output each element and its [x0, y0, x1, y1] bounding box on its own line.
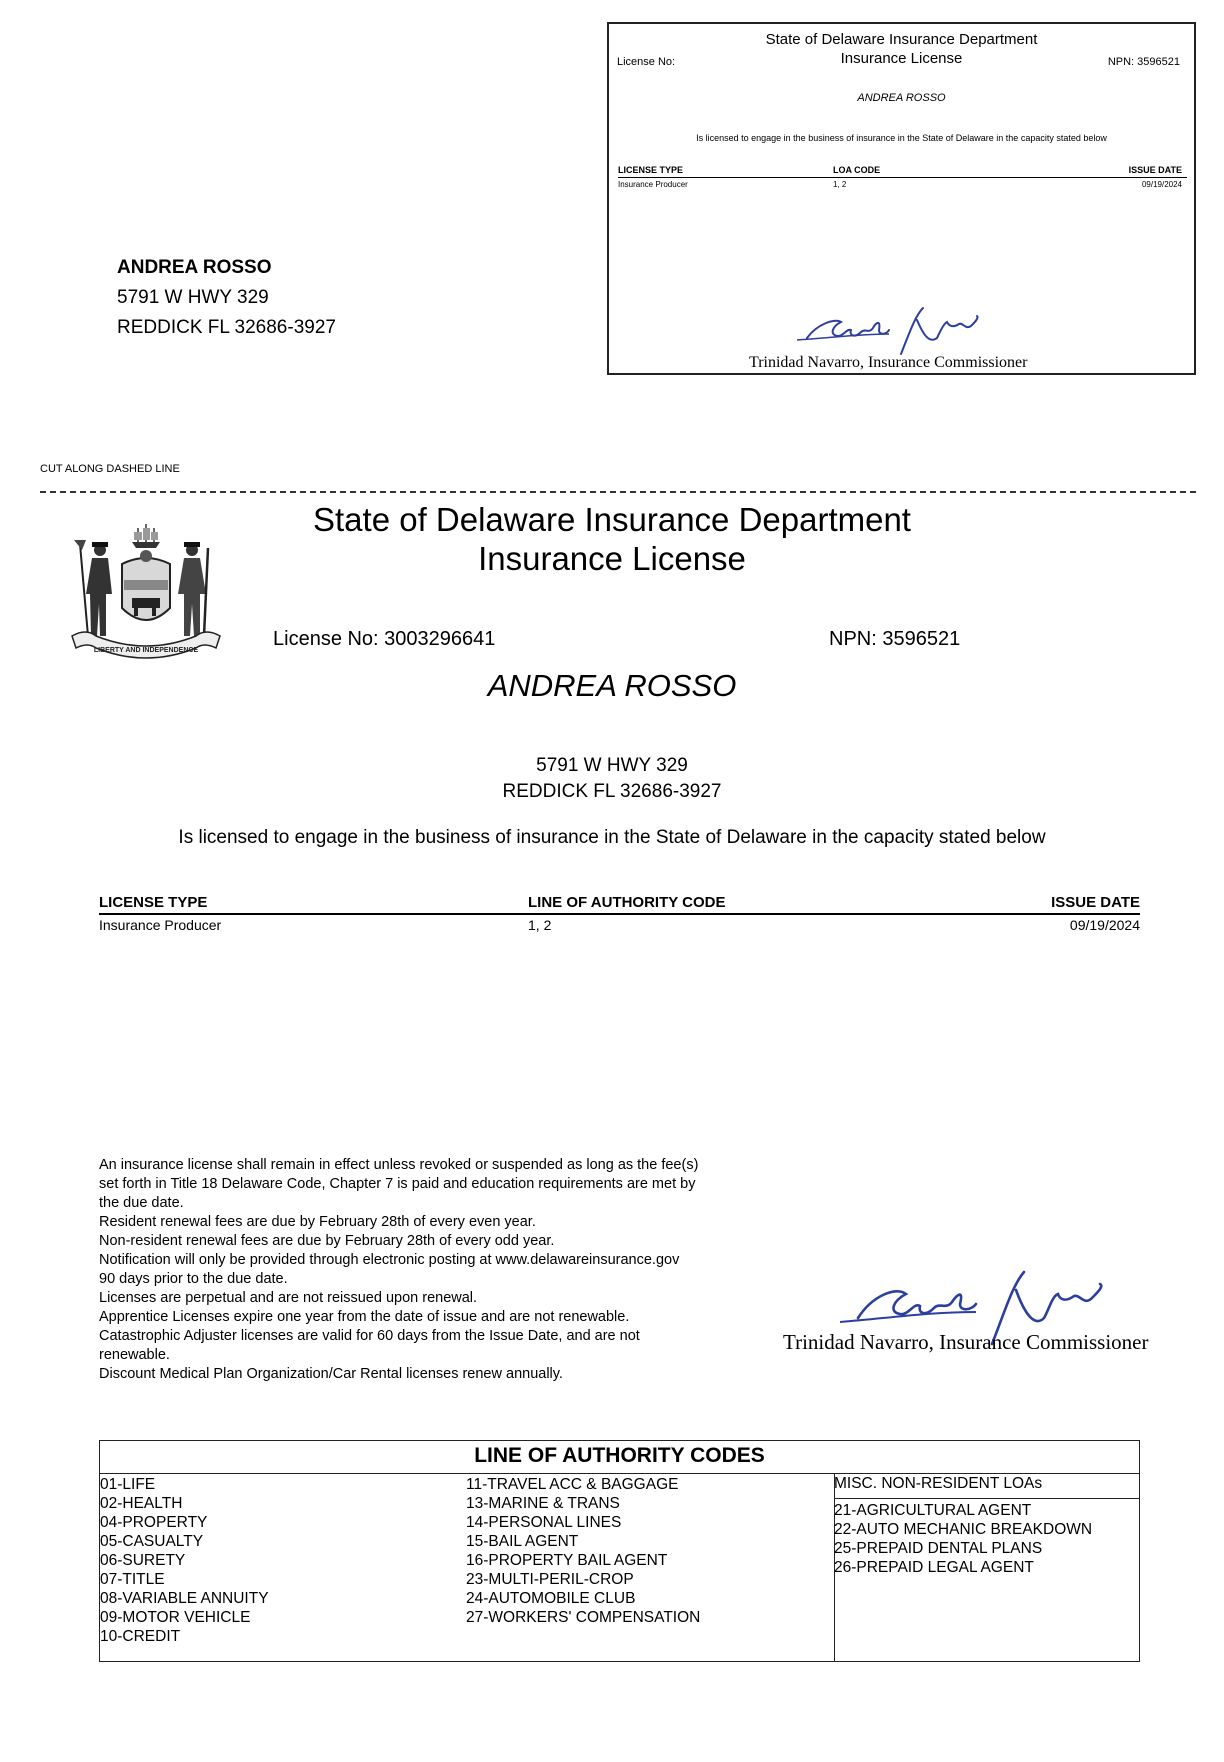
mailing-street: 5791 W HWY 329 [117, 287, 269, 308]
wallet-license-type: Insurance Producer [618, 180, 688, 189]
note-line: the due date. [99, 1195, 184, 1211]
loa-title-rule [100, 1473, 1139, 1474]
wallet-issue-date: 09/19/2024 [1141, 180, 1182, 189]
renewal-notes [99, 1156, 779, 1384]
loa-code: 07-TITLE [100, 1571, 165, 1588]
note-line: renewable. [99, 1347, 170, 1363]
cert-header-rule [99, 913, 1140, 915]
cert-header-issue-date: ISSUE DATE [1051, 894, 1140, 911]
wallet-signature-caption: Trinidad Navarro, Insurance Commissioner [749, 354, 1028, 371]
loa-code: 06-SURETY [100, 1552, 186, 1569]
loa-codes-table [99, 1440, 1140, 1662]
cert-city-line: REDDICK FL 32686-3927 [502, 781, 722, 802]
loa-code: 01-LIFE [100, 1476, 156, 1493]
cut-line [40, 491, 1196, 493]
loa-misc-rule [834, 1498, 1139, 1499]
cert-header-loa-code: LINE OF AUTHORITY CODE [528, 894, 726, 911]
note-line: set forth in Title 18 Delaware Code, Chapter 7 is paid and education requirements are met by [99, 1176, 696, 1192]
loa-code: 27-WORKERS' COMPENSATION [466, 1609, 701, 1626]
loa-code: 02-HEALTH [100, 1495, 183, 1512]
wallet-header-issue-date: ISSUE DATE [1128, 165, 1182, 175]
note-line: An insurance license shall remain in effect unless revoked or suspended as long as the fee(s) [99, 1157, 699, 1173]
note-line: Discount Medical Plan Organization/Car Rental licenses renew annually. [99, 1366, 563, 1382]
mailing-city-line: REDDICK FL 32686-3927 [117, 317, 336, 338]
wallet-header-license-type: LICENSE TYPE [618, 165, 684, 175]
cert-street: 5791 W HWY 329 [536, 755, 688, 776]
mailing-name: ANDREA ROSSO [117, 257, 272, 278]
seal-motto: LIBERTY AND INDEPENDENCE [93, 647, 199, 654]
note-line: Licenses are perpetual and are not reissued upon renewal. [99, 1290, 478, 1306]
cert-license-type: Insurance Producer [99, 917, 222, 933]
loa-code: 21-AGRICULTURAL AGENT [834, 1502, 1032, 1519]
loa-code: 24-AUTOMOBILE CLUB [466, 1590, 636, 1607]
loa-column-1 [100, 1475, 269, 1646]
wallet-npn: NPN: 3596521 [1107, 56, 1180, 68]
cert-issue-date: 09/19/2024 [1069, 917, 1140, 933]
wallet-license-no-label: License No: [617, 56, 676, 68]
wallet-loa-code: 1, 2 [833, 180, 847, 189]
cert-statement: Is licensed to engage in the business of insurance in the State of Delaware in the capacity stated below [178, 827, 1046, 848]
loa-code: 09-MOTOR VEHICLE [100, 1609, 251, 1626]
loa-code: 22-AUTO MECHANIC BREAKDOWN [834, 1521, 1093, 1538]
note-line: Notification will only be provided through electronic posting at www.delawareinsurance.gov [99, 1252, 680, 1268]
note-line: Resident renewal fees are due by February 28th of every even year. [99, 1214, 536, 1230]
loa-code: 25-PREPAID DENTAL PLANS [834, 1540, 1043, 1557]
cert-loa-code: 1, 2 [528, 917, 552, 933]
note-line: Apprentice Licenses expire one year from the date of issue and are not renewable. [99, 1309, 630, 1325]
wallet-dept-title: State of Delaware Insurance Department [765, 31, 1038, 48]
loa-misc-title: MISC. NON-RESIDENT LOAs [834, 1475, 1043, 1492]
loa-code: 14-PERSONAL LINES [466, 1514, 622, 1531]
loa-table-title: LINE OF AUTHORITY CODES [474, 1444, 765, 1467]
loa-code: 04-PROPERTY [100, 1514, 208, 1531]
loa-code: 23-MULTI-PERIL-CROP [466, 1571, 634, 1588]
cut-label: CUT ALONG DASHED LINE [40, 463, 180, 475]
wallet-header-rule [618, 177, 1187, 178]
commissioner-signature-caption: Trinidad Navarro, Insurance Commissioner [783, 1330, 1149, 1354]
loa-code: 11-TRAVEL ACC & BAGGAGE [466, 1476, 679, 1493]
loa-code: 13-MARINE & TRANS [466, 1495, 620, 1512]
wallet-card [607, 22, 1196, 375]
cert-license-no: License No: 3003296641 [273, 628, 496, 650]
wallet-header-loa-code: LOA CODE [833, 165, 881, 175]
wallet-license-title: Insurance License [840, 50, 963, 67]
loa-code: 08-VARIABLE ANNUITY [100, 1590, 269, 1607]
wallet-statement: Is licensed to engage in the business of insurance in the State of Delaware in the capacity stated below [696, 133, 1107, 143]
cert-header-license-type: LICENSE TYPE [99, 894, 208, 911]
loa-code: 15-BAIL AGENT [466, 1533, 579, 1550]
loa-code: 26-PREPAID LEGAL AGENT [834, 1559, 1034, 1576]
loa-column-3 [834, 1501, 1092, 1577]
note-line: Non-resident renewal fees are due by February 28th of every odd year. [99, 1233, 555, 1249]
loa-code: 16-PROPERTY BAIL AGENT [466, 1552, 668, 1569]
wallet-name: ANDREA ROSSO [857, 92, 946, 104]
cert-license-title: Insurance License [478, 540, 746, 577]
loa-code: 10-CREDIT [100, 1628, 181, 1645]
loa-column-2 [466, 1475, 700, 1627]
cert-npn: NPN: 3596521 [829, 628, 961, 650]
loa-code: 05-CASUALTY [100, 1533, 204, 1550]
cert-dept-title: State of Delaware Insurance Department [313, 501, 911, 538]
note-line: Catastrophic Adjuster licenses are valid for 60 days from the Issue Date, and are not [99, 1328, 640, 1344]
note-line: 90 days prior to the due date. [99, 1271, 288, 1287]
cert-name: ANDREA ROSSO [487, 668, 737, 703]
